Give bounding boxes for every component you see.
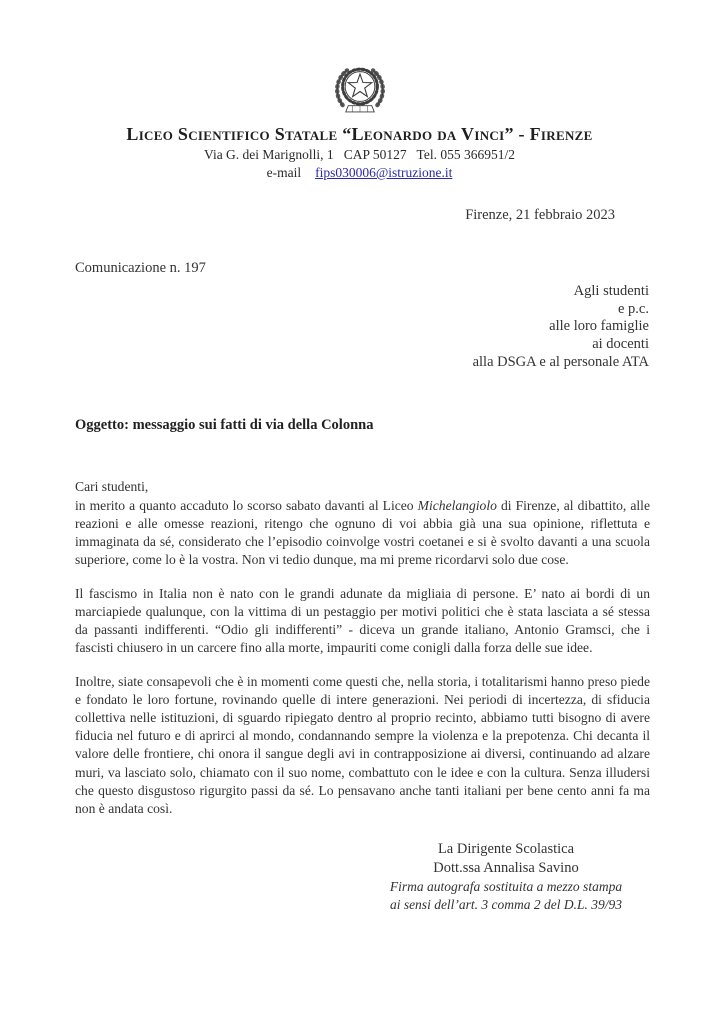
place-date: Firenze, 21 febbraio 2023	[465, 207, 615, 223]
recipient-line: e p.c.	[618, 300, 649, 317]
paragraph-1	[75, 478, 650, 568]
signature-name: Dott.ssa Annalisa Savino	[433, 859, 579, 876]
email-link[interactable]: fips030006@istruzione.it	[315, 165, 453, 180]
paragraph-1-before: in merito a quanto accaduto lo scorso sabato davanti al Liceo	[75, 497, 418, 513]
paragraph-1-italic: Michelangiolo	[417, 497, 497, 513]
signature-note-line2: ai sensi dell’art. 3 comma 2 del D.L. 39/93	[389, 896, 623, 912]
recipient-line: alla DSGA e al personale ATA	[472, 353, 649, 370]
email-label: e-mail	[266, 165, 302, 180]
signature-role: La Dirigente Scolastica	[437, 840, 575, 857]
school-address: Via G. dei Marignolli, 1 CAP 50127 Tel. 055 366951/2	[204, 147, 515, 162]
subject-line: Oggetto: messaggio sui fatti di via della Colonna	[75, 417, 374, 434]
recipient-line: alle loro famiglie	[549, 318, 649, 335]
greeting: Cari studenti,	[75, 479, 149, 495]
paragraph-3: Inoltre, siate consapevoli che è in momenti come questi che, nella storia, i totalitarismi hanno preso piede e fondato le loro fortune, rovinando quelle di intere generazioni. Nei periodi di incertezza, di sfiducia collettiva nelle istituzioni, di sguardo ripiegato dentro al proprio recinto, abbiamo tutti bisogno di avere fiducia nel futuro e di aprirci al mondo, condannando sempre la violenza e la prepotenza. Chi decanta il valore delle frontiere, chi onora il sangue degli avi in contrapposizione ai diversi, continuando ad alzare muri, va lasciato solo, chiamato con il suo nome, combattuto con le idee e con la cultura. Senza illudersi che questo disgustoso rigurgito passi da sé. Lo pensavano anche tanti italiani per bene cento anni fa ma non è andata così.	[75, 674, 650, 816]
recipient-line: ai docenti	[592, 336, 649, 353]
signature-note-line1: Firma autografa sostituita a mezzo stampa	[389, 879, 623, 895]
paragraph-2: Il fascismo in Italia non è nato con le grandi adunate da migliaia di persone. E’ nato ai bordi di un marciapiede qualunque, con la vittima di un pestaggio per motivi politici che è stata lasciata a sé stessa da passanti indifferenti. “Odio gli indifferenti” - diceva un grande italiano, Antonio Gramsci, che i fascisti chiusero in un carcere fino alla morte, impauriti come conigli dalla forza delle sue idee.	[75, 585, 650, 656]
signature-block	[351, 840, 661, 913]
paragraph-1-text	[75, 497, 650, 569]
recipient-line: Agli studenti	[573, 283, 649, 299]
italian-republic-emblem-icon	[0, 58, 719, 120]
email-line	[0, 165, 719, 181]
paragraph-1-after: di Firenze, al dibattito, alle reazioni e alle omesse reazioni, ritengo che ognuno di voi abbia già una sua opinione, riflettuta e immaginata da sé, considerato che l’episodio coinvolge vostri coetanei e si è svolto davanti a una scuola superiore, come lo è la vostra. Non vi tedio dunque, ma mi preme ricordarvi solo due cose.	[75, 497, 650, 567]
school-name: Liceo Scientifico Statale “Leonardo da Vinci” - Firenze	[126, 124, 593, 144]
letter-body	[75, 478, 650, 817]
letterhead	[0, 0, 719, 181]
communication-number: Comunicazione n. 197	[75, 260, 206, 276]
recipients-block	[0, 283, 719, 371]
